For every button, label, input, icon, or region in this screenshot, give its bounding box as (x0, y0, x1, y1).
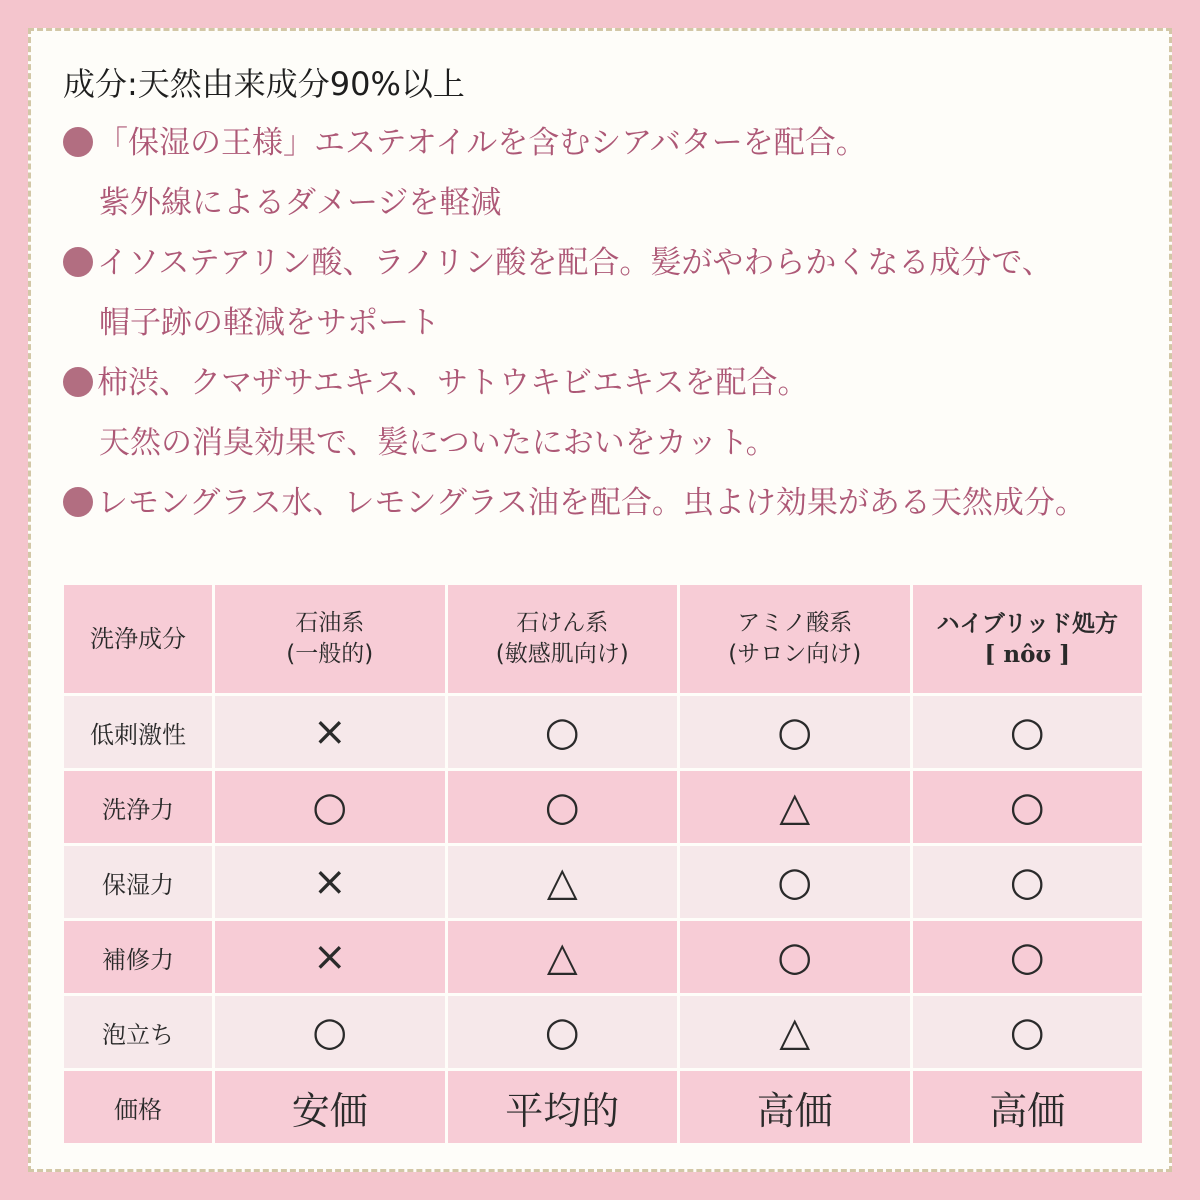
bullet-text: レモングラス水、レモングラス油を配合。虫よけ効果がある天然成分。 (97, 485, 1086, 521)
table-cell: × (215, 696, 445, 768)
table-cell: ○ (913, 996, 1143, 1068)
table-cell: ○ (913, 846, 1143, 918)
table-cell: ○ (448, 996, 678, 1068)
header-col-amino: アミノ酸系 (サロン向け) (680, 585, 910, 693)
bullet-2-line-1 (63, 233, 1086, 293)
content-card (28, 28, 1172, 1172)
ingredient-list (63, 113, 1086, 533)
bullet-text: 「保湿の王様」エステオイルを含むシアバターを配合。 (97, 125, 867, 161)
ingredients-heading: 成分:天然由来成分90%以上 (63, 65, 465, 103)
bullet-dot-icon (63, 127, 93, 157)
table-cell: 高価 (680, 1071, 910, 1143)
table-row (64, 696, 1142, 768)
row-label: 補修力 (64, 921, 212, 993)
table-row (64, 846, 1142, 918)
row-label: 保湿力 (64, 846, 212, 918)
table-cell: ○ (448, 696, 678, 768)
table-cell: △ (680, 996, 910, 1068)
table-row (64, 996, 1142, 1068)
row-label: 価格 (64, 1071, 212, 1143)
header-col-petroleum: 石油系 (一般的) (215, 585, 445, 693)
table-cell: △ (448, 846, 678, 918)
bullet-1-line-2 (63, 173, 1086, 233)
bullet-text: 柿渋、クマザサエキス、サトウキビエキスを配合。 (97, 365, 809, 401)
table-cell: ○ (680, 696, 910, 768)
table-row (64, 771, 1142, 843)
table-cell: ○ (215, 996, 445, 1068)
table-cell: ○ (680, 921, 910, 993)
table-cell: ○ (913, 921, 1143, 993)
table-cell: ○ (448, 771, 678, 843)
bullet-dot-icon (63, 487, 93, 517)
table-cell: 高価 (913, 1071, 1143, 1143)
bullet-4-line-1 (63, 473, 1086, 533)
bullet-text: 帽子跡の軽減をサポート (99, 305, 440, 341)
table-cell: ○ (913, 696, 1143, 768)
table-cell: ○ (680, 846, 910, 918)
bullet-1-line-1 (63, 113, 1086, 173)
header-col-soap: 石けん系 (敏感肌向け) (448, 585, 678, 693)
table-row (64, 1071, 1142, 1143)
bullet-text: 天然の消臭効果で、髪についたにおいをカット。 (99, 425, 777, 461)
bullet-dot-icon (63, 247, 93, 277)
table-cell: 平均的 (448, 1071, 678, 1143)
bullet-2-line-2 (63, 293, 1086, 353)
row-label: 泡立ち (64, 996, 212, 1068)
table-header-row (64, 585, 1142, 693)
bullet-dot-icon (63, 367, 93, 397)
table-cell: △ (448, 921, 678, 993)
table-cell: ○ (215, 771, 445, 843)
bullet-text: イソステアリン酸、ラノリン酸を配合。髪がやわらかくなる成分で、 (97, 245, 1053, 281)
bullet-text: 紫外線によるダメージを軽減 (99, 185, 502, 221)
table-cell: △ (680, 771, 910, 843)
table-row (64, 921, 1142, 993)
header-col-hybrid: ハイブリッド処方 [ nôʊ ] (913, 585, 1143, 693)
table-cell: × (215, 921, 445, 993)
bullet-3-line-2 (63, 413, 1086, 473)
table-cell: ○ (913, 771, 1143, 843)
row-label: 洗浄力 (64, 771, 212, 843)
bullet-3-line-1 (63, 353, 1086, 413)
table-cell: 安価 (215, 1071, 445, 1143)
table-cell: × (215, 846, 445, 918)
header-label: 洗浄成分 (64, 585, 212, 693)
comparison-table (61, 582, 1145, 1146)
row-label: 低刺激性 (64, 696, 212, 768)
